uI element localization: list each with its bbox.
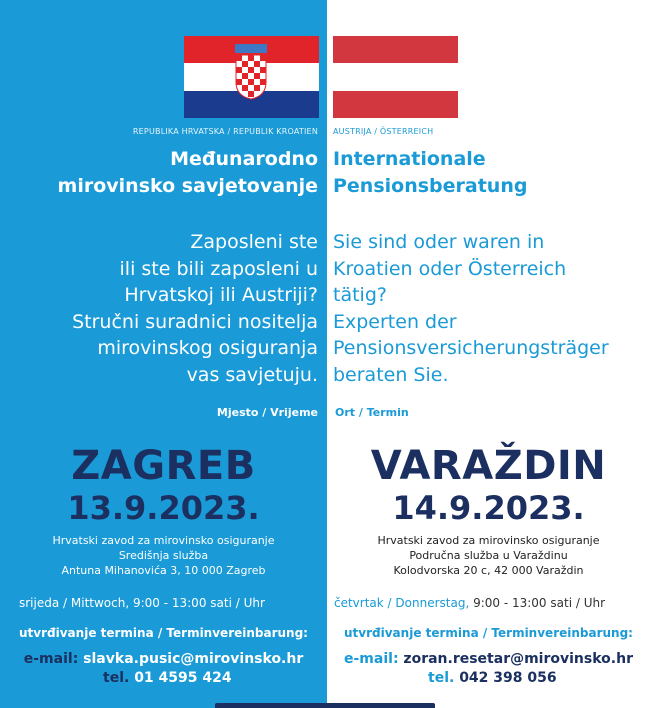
phone-label: tel. xyxy=(103,670,130,686)
address-line: Područna služba u Varaždinu xyxy=(409,549,568,562)
page-title xyxy=(333,146,527,200)
email-label: e-mail: xyxy=(344,651,399,667)
intro-line: Pensionsversicherungsträger xyxy=(333,337,609,359)
phone-label: tel. xyxy=(428,670,455,686)
phone-number[interactable]: 042 398 056 xyxy=(459,670,557,686)
intro-line: beraten Sie. xyxy=(333,363,449,386)
address-block xyxy=(0,533,327,578)
page-title xyxy=(58,146,318,200)
intro-line: Kroatien oder Österreich xyxy=(333,257,567,280)
address-line: Hrvatski zavod za mirovinsko osiguranje xyxy=(52,534,275,547)
intro-line: Zaposleni ste xyxy=(190,231,318,253)
phone-number[interactable]: 01 4595 424 xyxy=(134,670,232,686)
intro-line: Sie sind oder waren in xyxy=(333,231,545,253)
location-label: Ort / Termin xyxy=(335,406,409,419)
bottom-divider xyxy=(215,703,435,708)
intro-line: Experten der xyxy=(333,310,457,333)
intro-line: mirovinskog osiguranja xyxy=(97,337,318,359)
opening-hours: srijeda / Mittwoch, 9:00 - 13:00 sati / Uhr xyxy=(19,596,265,610)
croatian-flag xyxy=(184,36,319,118)
intro-line: Hrvatskoj ili Austriji? xyxy=(124,284,318,306)
austrian-flag xyxy=(333,36,458,118)
phone-contact xyxy=(428,670,557,686)
heading-line: mirovinsko savjetovanje xyxy=(57,175,318,197)
country-label: AUSTRIJA / ÖSTERREICH xyxy=(333,127,434,136)
event-date: 14.9.2023. xyxy=(392,489,585,527)
address-block xyxy=(327,533,650,578)
heading-line: Međunarodno xyxy=(170,148,318,170)
intro-line: tätig? xyxy=(333,284,387,306)
intro-line: ili ste bili zaposleni u xyxy=(119,257,318,280)
address-line: Hrvatski zavod za mirovinsko osiguranje xyxy=(377,534,600,547)
heading-line: Pensionsberatung xyxy=(333,175,528,197)
croatian-coat-of-arms-icon xyxy=(234,44,268,100)
opening-hours xyxy=(334,596,605,610)
city-name: ZAGREB xyxy=(71,443,256,489)
intro-line: Stručni suradnici nositelja xyxy=(72,310,318,333)
email-link[interactable]: slavka.pusic@mirovinsko.hr xyxy=(83,651,304,667)
address-line: Kolodvorska 20 c, 42 000 Varaždin xyxy=(393,564,584,577)
email-contact xyxy=(327,651,650,667)
email-link[interactable]: zoran.resetar@mirovinsko.hr xyxy=(403,651,633,667)
intro-text xyxy=(333,229,609,388)
opening-day: četvrtak / Donnerstag, xyxy=(334,596,470,610)
event-date: 13.9.2023. xyxy=(67,489,260,527)
country-label: REPUBLIKA HRVATSKA / REPUBLIK KROATIEN xyxy=(132,127,318,136)
location-label: Mjesto / Vrijeme xyxy=(216,406,318,419)
intro-line: vas savjetuju. xyxy=(186,363,318,386)
appointment-label: utvrđivanje termina / Terminvereinbarung: xyxy=(19,626,308,640)
intro-text xyxy=(72,229,318,388)
address-line: Antuna Mihanovića 3, 10 000 Zagreb xyxy=(61,564,266,577)
city-name: VARAŽDIN xyxy=(370,443,607,489)
phone-contact xyxy=(103,670,232,686)
opening-time: 9:00 - 13:00 sati / Uhr xyxy=(469,596,606,610)
austrian-panel xyxy=(327,0,650,708)
email-label: e-mail: xyxy=(23,651,79,667)
address-line: Središnja služba xyxy=(118,549,209,562)
heading-line: Internationale xyxy=(333,148,486,170)
email-contact xyxy=(0,651,327,667)
appointment-label: utvrđivanje termina / Terminvereinbarung: xyxy=(344,626,633,640)
